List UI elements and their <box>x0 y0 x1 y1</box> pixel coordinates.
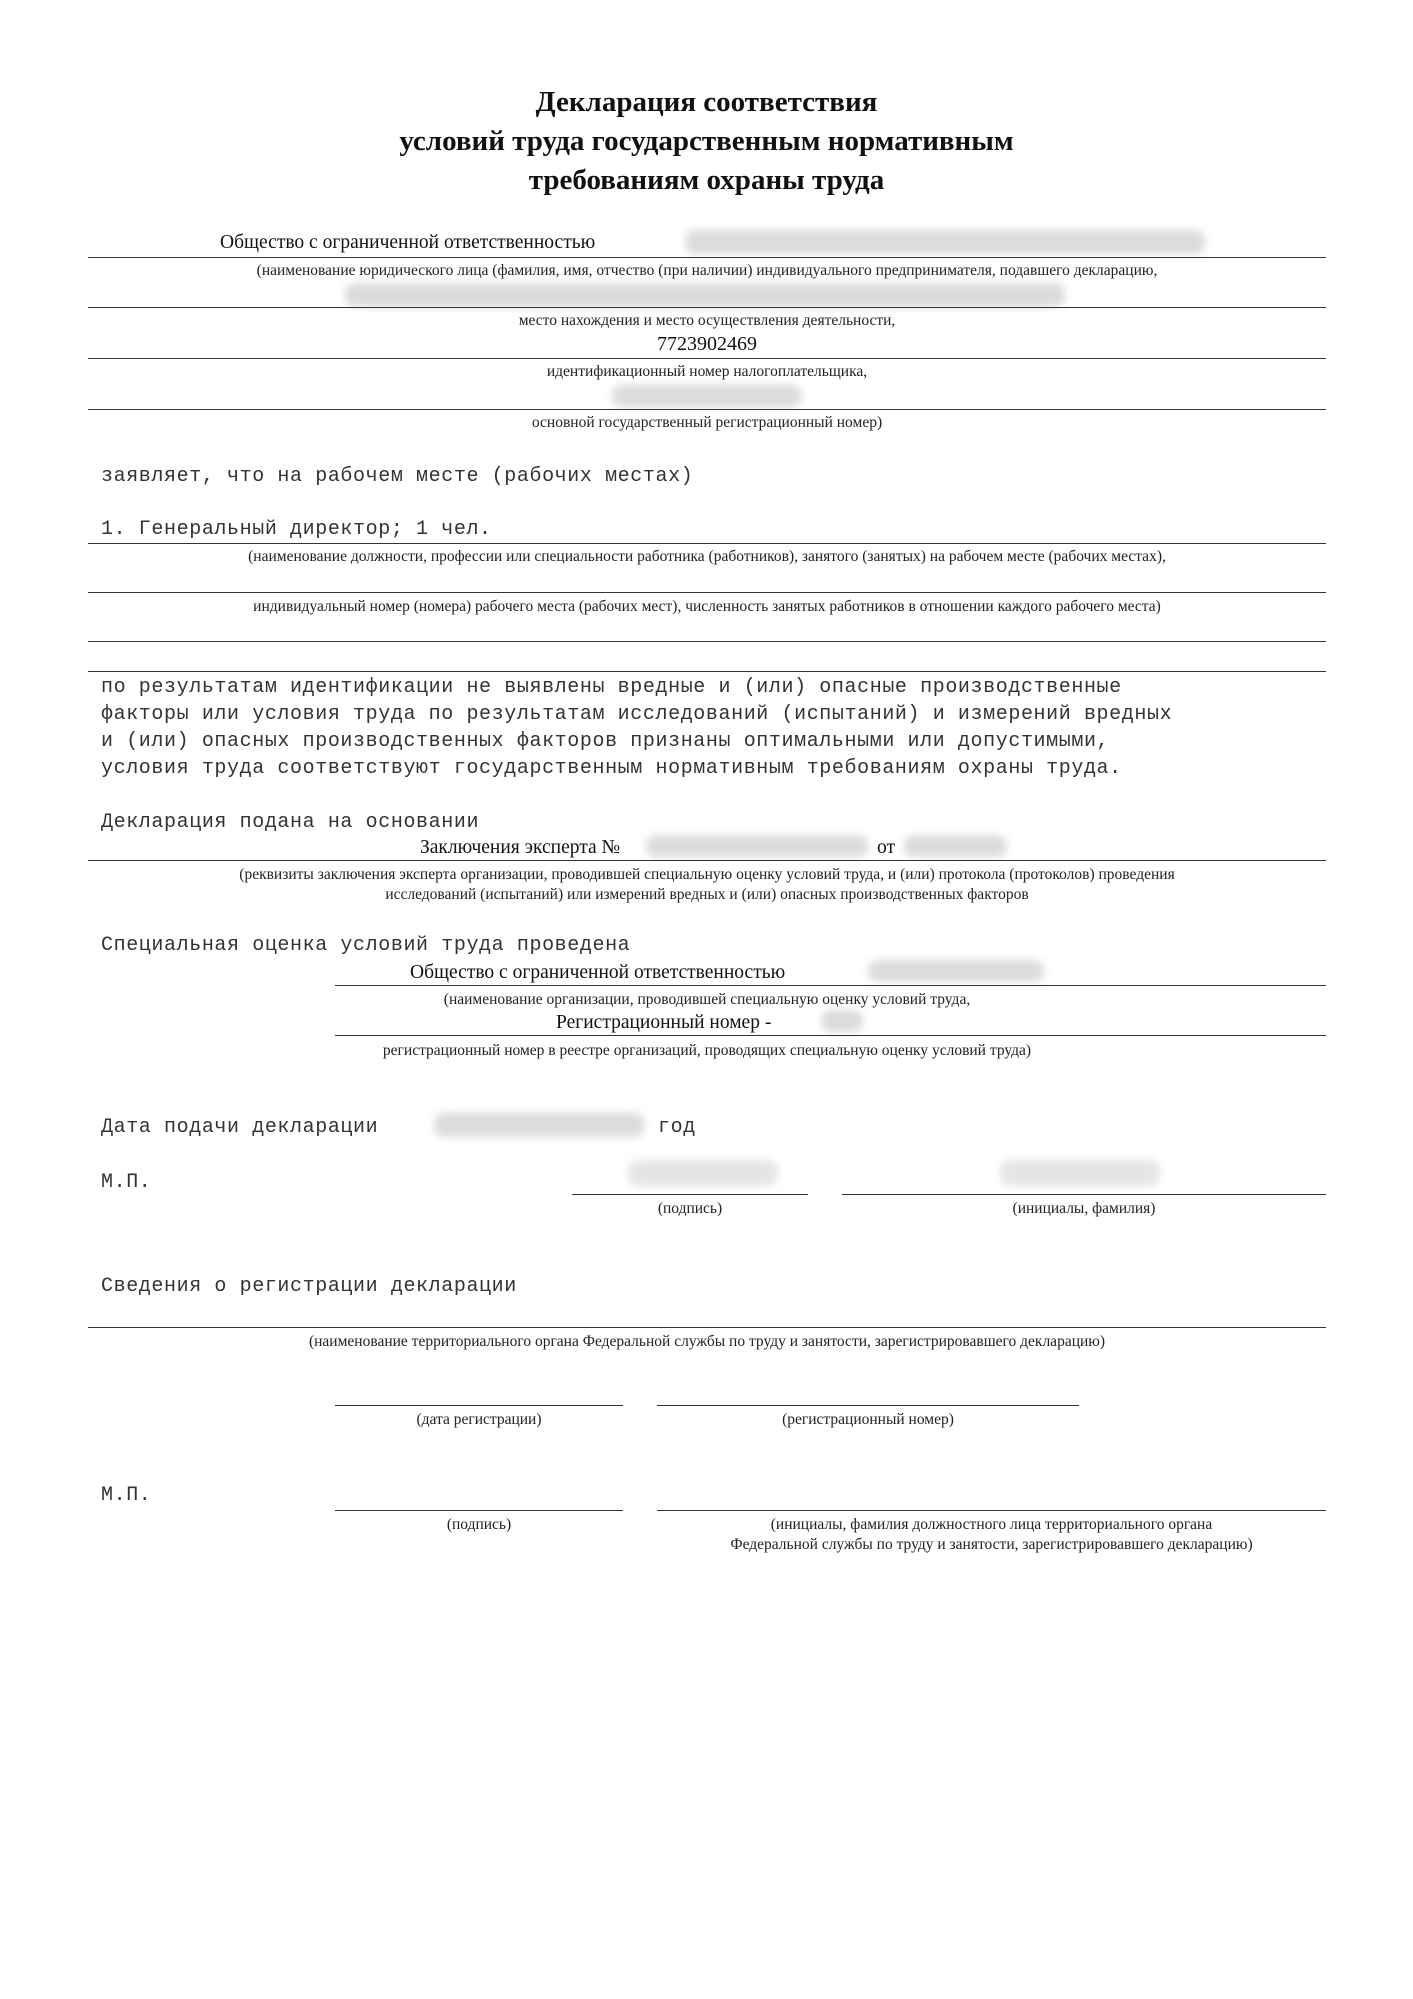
redacted-applicant-ogrn <box>612 385 802 407</box>
submission-year-word: год <box>658 1116 696 1139</box>
registration-number-caption: (регистрационный номер) <box>782 1411 954 1428</box>
workplace-line-2 <box>88 592 1326 593</box>
sout-org-prefix: Общество с ограниченной ответственностью <box>410 962 786 983</box>
sout-reg-line <box>335 1035 1326 1036</box>
sout-org-line <box>335 985 1326 986</box>
workplace-intro: заявляет, что на рабочем месте (рабочих местах) <box>101 465 694 488</box>
basis-caption-1: (реквизиты заключения эксперта организации, проводившей специальную оценку условий труда, и (или) протокола (протоколов) проведения <box>239 866 1175 883</box>
workplace-item: 1. Генеральный директор; 1 чел. <box>101 518 492 541</box>
workplace-line-4 <box>88 671 1326 672</box>
document-title-line-3: требованиям охраны труда <box>528 164 885 196</box>
expert-conclusion-prefix: Заключения эксперта № <box>420 837 621 858</box>
registration-org-caption: (наименование территориального органа Федеральной службы по труду и занятости, зарегистрировавшего декларацию) <box>308 1333 1106 1350</box>
workplace-line-1 <box>88 543 1326 544</box>
document-title-line-1: Декларация соответствия <box>535 86 878 118</box>
redacted-signer-name <box>1000 1160 1160 1186</box>
signer-name-caption: (инициалы, фамилия) <box>1012 1200 1156 1217</box>
expert-conclusion-from: от <box>877 837 896 858</box>
applicant-name-prefix: Общество с ограниченной ответственностью <box>220 232 596 253</box>
registration-official-caption-1: (инициалы, фамилия должностного лица территориального органа <box>770 1516 1213 1533</box>
redacted-applicant-address <box>345 283 1065 307</box>
signature-line <box>572 1194 808 1195</box>
redacted-submission-date <box>434 1113 644 1137</box>
registration-label: Сведения о регистрации декларации <box>101 1275 517 1298</box>
redacted-applicant-name <box>685 230 1205 254</box>
registration-date-caption: (дата регистрации) <box>416 1411 542 1428</box>
basis-label: Декларация подана на основании <box>101 811 480 834</box>
workplace-line-3 <box>88 641 1326 642</box>
submission-stamp-mark: М.П. <box>101 1171 152 1194</box>
submission-date-label: Дата подачи декларации <box>101 1116 379 1139</box>
registration-stamp-mark: М.П. <box>101 1484 152 1507</box>
registration-official-caption-2: Федеральной службы по труду и занятости, зарегистрировавшего декларацию) <box>730 1536 1253 1553</box>
signer-name-line <box>842 1194 1326 1195</box>
workplace-caption-2: индивидуальный номер (номера) рабочего места (рабочих мест), численность занятых работников в отношении каждого рабочего места) <box>253 598 1161 615</box>
statement-line-4: условия труда соответствуют государственным нормативным требованиям охраны труда. <box>101 757 1122 780</box>
applicant-ogrn-caption: основной государственный регистрационный номер) <box>531 414 883 431</box>
applicant-inn: 7723902469 <box>657 333 757 355</box>
statement-line-2: факторы или условия труда по результатам исследований (испытаний) и измерений вредных <box>101 703 1173 726</box>
statement-line-3: и (или) опасных производственных факторов признаны оптимальными или допустимыми, <box>101 730 1110 753</box>
registration-signature-line <box>335 1510 623 1511</box>
redacted-expert-number <box>646 835 868 857</box>
redacted-signature <box>628 1160 778 1186</box>
applicant-name-line <box>88 257 1326 258</box>
sout-label: Специальная оценка условий труда проведена <box>101 934 631 957</box>
registration-date-line <box>335 1405 623 1406</box>
statement-line-1: по результатам идентификации не выявлены вредные и (или) опасные производственные <box>101 676 1122 699</box>
applicant-name-caption: (наименование юридического лица (фамилия, имя, отчество (при наличии) индивидуального предпринимателя, подавшего декларацию, <box>256 262 1158 279</box>
basis-line <box>88 860 1326 861</box>
applicant-inn-caption: идентификационный номер налогоплательщика, <box>546 363 868 380</box>
registration-official-line <box>657 1510 1326 1511</box>
sout-reg-caption: регистрационный номер в реестре организаций, проводящих специальную оценку условий труда) <box>382 1042 1032 1059</box>
applicant-address-caption: место нахождения и место осуществления деятельности, <box>518 312 896 329</box>
registration-signature-caption: (подпись) <box>446 1516 512 1533</box>
sout-reg-prefix: Регистрационный номер - <box>556 1012 772 1033</box>
registration-number-line <box>657 1405 1079 1406</box>
sout-org-caption: (наименование организации, проводившей специальную оценку условий труда, <box>443 991 971 1008</box>
workplace-caption-1: (наименование должности, профессии или специальности работника (работников), занятого (занятых) на рабочем месте (рабочих местах), <box>248 548 1166 565</box>
basis-caption-2: исследований (испытаний) или измерений вредных и (или) опасных производственных факторов <box>385 886 1029 903</box>
applicant-address-line <box>88 307 1326 308</box>
redacted-expert-date <box>904 835 1007 857</box>
applicant-ogrn-line <box>88 409 1326 410</box>
applicant-inn-line <box>88 358 1326 359</box>
redacted-sout-org <box>868 960 1044 982</box>
signature-caption: (подпись) <box>657 1200 723 1217</box>
redacted-sout-reg-number <box>821 1010 863 1032</box>
registration-org-line <box>88 1327 1326 1328</box>
document-title-line-2: условий труда государственным нормативным <box>399 125 1014 157</box>
